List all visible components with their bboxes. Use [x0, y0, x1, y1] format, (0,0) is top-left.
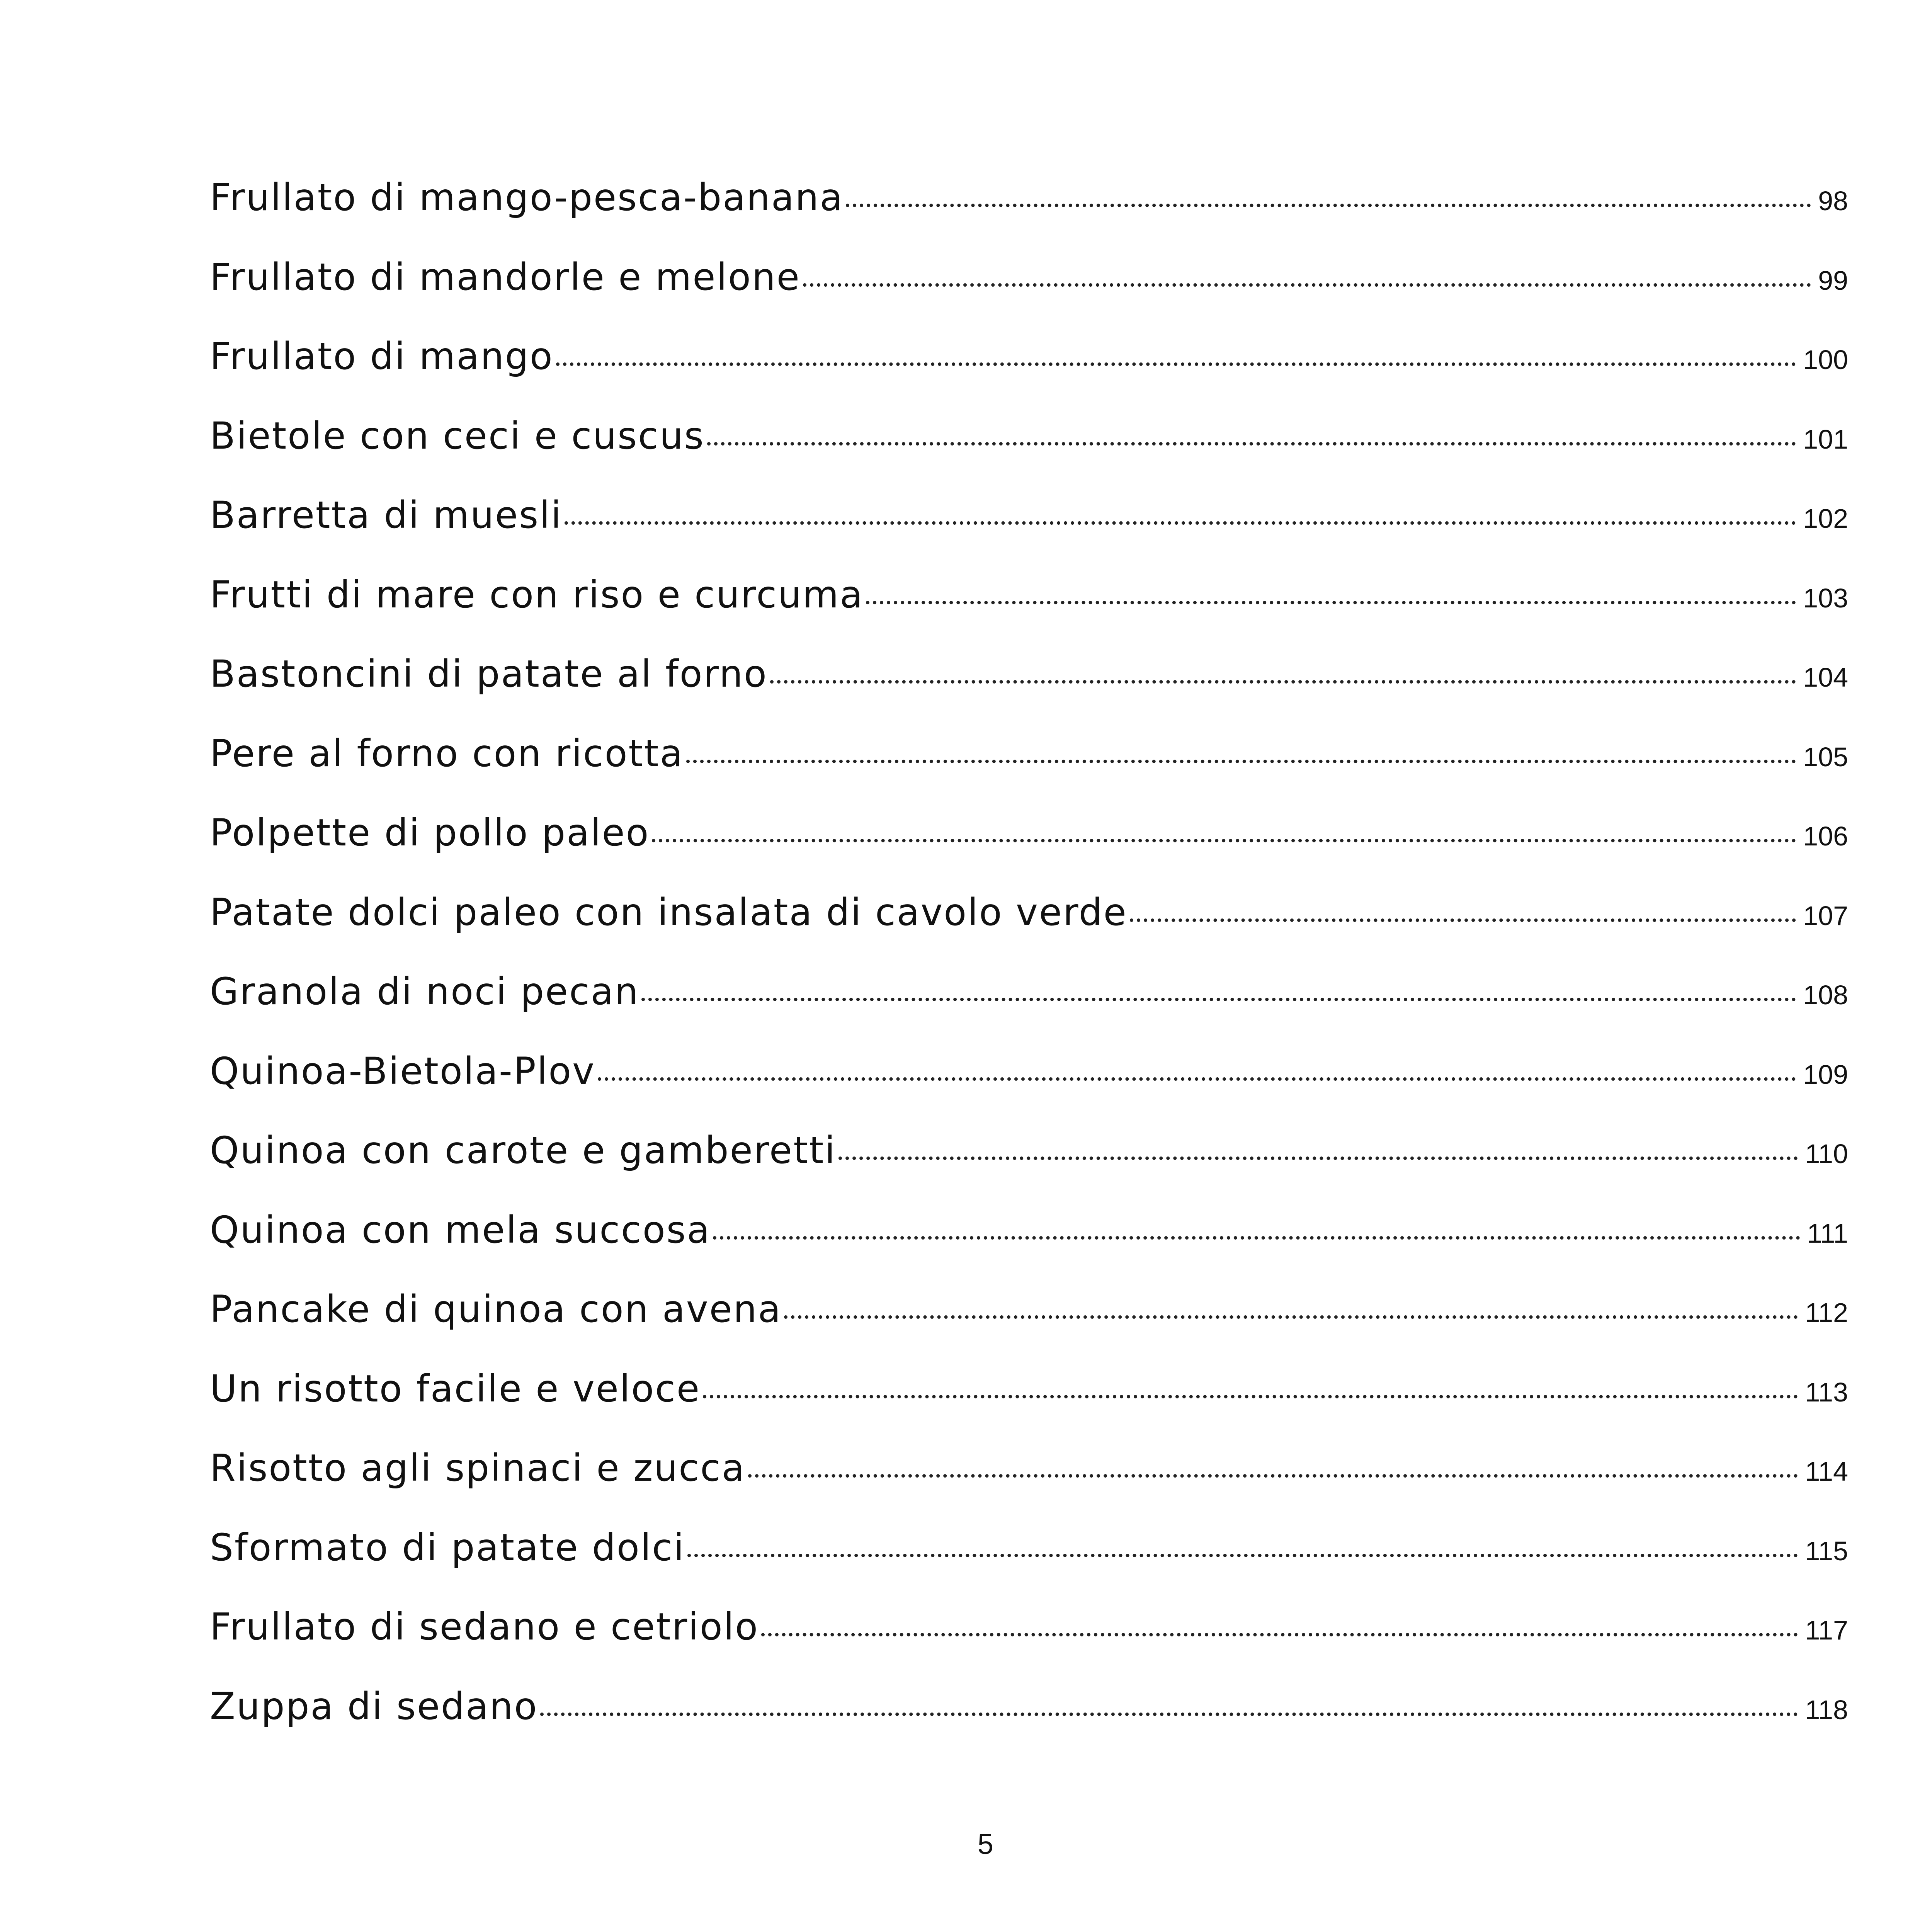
toc-dot-leader [556, 362, 1796, 366]
toc-entry-title: Bietole con ceci e cuscus [210, 414, 705, 457]
toc-entry-page: 110 [1805, 1139, 1848, 1169]
toc-entry-page: 105 [1803, 742, 1848, 772]
toc-entry[interactable] [210, 255, 1848, 335]
toc-entry[interactable] [210, 1605, 1848, 1685]
toc-dot-leader [641, 998, 1796, 1001]
toc-entry-title: Pancake di quinoa con avena [210, 1287, 782, 1331]
toc-entry-page: 111 [1807, 1218, 1848, 1248]
toc-dot-leader [707, 442, 1796, 446]
toc-entry[interactable] [210, 652, 1848, 732]
toc-entry-page: 117 [1805, 1615, 1848, 1645]
toc-entry-page: 106 [1803, 821, 1848, 851]
toc-dot-leader [686, 760, 1796, 763]
toc-dot-leader [703, 1395, 1798, 1398]
toc-entry-title: Frullato di mango-pesca-banana [210, 176, 844, 219]
toc-dot-leader [803, 283, 1811, 287]
toc-entry-page: 118 [1805, 1694, 1848, 1725]
toc-entry-title: Quinoa-Bietola-Plov [210, 1049, 595, 1093]
toc-entry-title: Quinoa con mela succosa [210, 1208, 711, 1252]
toc-entry[interactable] [210, 891, 1848, 970]
toc-entry-title: Risotto agli spinaci e zucca [210, 1446, 746, 1490]
toc-entry-title: Patate dolci paleo con insalata di cavolo verde [210, 890, 1128, 934]
toc-entry-page: 115 [1805, 1536, 1848, 1566]
toc-entry[interactable] [210, 335, 1848, 414]
toc-entry-page: 113 [1805, 1377, 1848, 1407]
toc-entry-page: 99 [1818, 265, 1848, 296]
toc-entry[interactable] [210, 732, 1848, 811]
toc-entry[interactable] [210, 176, 1848, 255]
toc-dot-leader [598, 1077, 1796, 1081]
toc-dot-leader [784, 1315, 1798, 1319]
toc-dot-leader [866, 601, 1796, 604]
toc-entry-title: Frullato di sedano e cetriolo [210, 1605, 759, 1648]
toc-entry-title: Frullato di mandorle e melone [210, 255, 801, 299]
toc-entry-title: Bastoncini di patate al forno [210, 652, 768, 696]
toc-entry[interactable] [210, 811, 1848, 891]
toc-dot-leader [540, 1713, 1798, 1716]
toc-entry-title: Sformato di patate dolci [210, 1526, 685, 1569]
toc-entry-page: 108 [1803, 980, 1848, 1010]
toc-dot-leader [652, 839, 1796, 842]
toc-entry-page: 103 [1803, 583, 1848, 613]
toc-entry-page: 109 [1803, 1059, 1848, 1090]
toc-entry[interactable] [210, 414, 1848, 494]
toc-entry-title: Granola di noci pecan [210, 970, 639, 1013]
toc-entry[interactable] [210, 1367, 1848, 1447]
toc-dot-leader [687, 1554, 1798, 1557]
toc-entry[interactable] [210, 1049, 1848, 1129]
toc-entry[interactable] [210, 1526, 1848, 1605]
toc-dot-leader [770, 680, 1796, 684]
toc-dot-leader [838, 1156, 1798, 1160]
toc-entry[interactable] [210, 1129, 1848, 1208]
toc-entry[interactable] [210, 493, 1848, 573]
toc-entry-page: 100 [1803, 345, 1848, 375]
page-number: 5 [977, 1828, 994, 1860]
toc-entry-title: Frutti di mare con riso e curcuma [210, 573, 864, 616]
toc-dot-leader [748, 1474, 1798, 1478]
toc-dot-leader [713, 1236, 1800, 1240]
toc-entry-page: 98 [1818, 186, 1848, 216]
toc-entry-page: 112 [1805, 1298, 1848, 1328]
toc-entry-title: Quinoa con carote e gamberetti [210, 1129, 837, 1172]
toc-entry-page: 104 [1803, 662, 1848, 692]
toc-dot-leader [1130, 918, 1796, 922]
toc-dot-leader [565, 521, 1796, 525]
toc-entry-page: 102 [1803, 503, 1848, 534]
toc-entry-page: 101 [1803, 424, 1848, 454]
toc-entry-title: Un risotto facile e veloce [210, 1367, 701, 1410]
toc-entry[interactable] [210, 1287, 1848, 1367]
toc-entry-title: Zuppa di sedano [210, 1684, 538, 1728]
toc-entry[interactable] [210, 1208, 1848, 1288]
toc-entry[interactable] [210, 970, 1848, 1049]
toc-dot-leader [846, 204, 1811, 207]
toc-entry-title: Pere al forno con ricotta [210, 731, 684, 775]
toc-entry-title: Frullato di mango [210, 335, 554, 378]
toc-entry-page: 107 [1803, 900, 1848, 931]
toc-dot-leader [761, 1633, 1798, 1636]
toc-entry-title: Polpette di pollo paleo [210, 811, 650, 854]
toc-entry[interactable] [210, 1685, 1848, 1764]
toc-entry-page: 114 [1805, 1456, 1848, 1486]
table-of-contents [210, 176, 1848, 1764]
toc-entry[interactable] [210, 1446, 1848, 1526]
toc-entry-title: Barretta di muesli [210, 493, 563, 537]
toc-entry[interactable] [210, 573, 1848, 653]
